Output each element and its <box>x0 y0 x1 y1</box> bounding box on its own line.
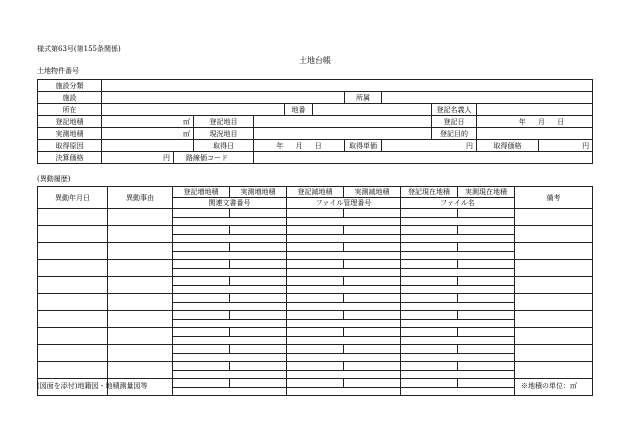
facility-label: 施設 <box>38 92 102 104</box>
survey-increase-cell[interactable] <box>230 260 287 269</box>
remarks-cell[interactable] <box>515 345 593 362</box>
reg-current-cell[interactable] <box>401 277 458 286</box>
registration-purpose-label: 登記目的 <box>432 128 477 140</box>
survey-increase-header: 実測増地積 <box>230 187 287 198</box>
history-row <box>38 345 593 354</box>
file-mgmt-no-cell[interactable] <box>287 217 401 226</box>
reg-increase-cell[interactable] <box>173 243 230 252</box>
survey-current-cell[interactable] <box>458 226 515 235</box>
change-reason-header: 異動事由 <box>108 187 173 209</box>
related-doc-no-cell[interactable] <box>173 234 287 243</box>
survey-increase-cell[interactable] <box>230 362 287 371</box>
sqm-unit: ㎡ <box>183 117 190 126</box>
survey-current-cell[interactable] <box>458 311 515 320</box>
settlement-price-field[interactable] <box>102 152 174 164</box>
survey-decrease-cell[interactable] <box>344 328 401 337</box>
file-name-cell[interactable] <box>401 234 515 243</box>
remarks-header: 備考 <box>515 187 593 209</box>
registered-owner-field[interactable] <box>477 104 593 116</box>
registered-category-label: 登記地目 <box>194 116 254 128</box>
survey-increase-cell[interactable] <box>230 379 287 388</box>
file-mgmt-no-header: ファイル管理番号 <box>287 198 401 209</box>
survey-increase-cell[interactable] <box>230 226 287 235</box>
change-history-table <box>37 186 593 396</box>
survey-current-cell[interactable] <box>458 243 515 252</box>
acquisition-cause-field[interactable] <box>102 140 194 152</box>
remarks-cell[interactable] <box>515 311 593 328</box>
route-price-code-field[interactable] <box>254 152 593 164</box>
survey-decrease-cell[interactable] <box>344 260 401 269</box>
remarks-cell[interactable] <box>515 277 593 294</box>
reg-decrease-cell[interactable] <box>287 209 344 218</box>
surveyed-area-label: 実測地積 <box>38 128 102 140</box>
reg-increase-cell[interactable] <box>173 362 230 371</box>
remarks-cell[interactable] <box>515 328 593 345</box>
route-price-code-label <box>174 152 254 164</box>
change-reason-cell[interactable] <box>108 277 173 294</box>
department-label: 所属 <box>345 92 382 104</box>
survey-current-cell[interactable] <box>458 260 515 269</box>
survey-decrease-cell[interactable] <box>344 277 401 286</box>
history-row <box>38 226 593 235</box>
history-section-label: (異動履歴) <box>37 175 71 183</box>
related-doc-no-cell[interactable] <box>173 268 287 277</box>
location-label: 所在 <box>38 104 102 116</box>
reg-decrease-cell[interactable] <box>287 362 344 371</box>
survey-current-cell[interactable] <box>458 345 515 354</box>
reg-current-cell[interactable] <box>401 379 458 388</box>
change-date-cell[interactable] <box>38 311 108 328</box>
reg-increase-header: 登記増地積 <box>173 187 230 198</box>
reg-current-header: 登記現在地積 <box>401 187 458 198</box>
reg-increase-cell[interactable] <box>173 277 230 286</box>
acquisition-unit-price-label: 取得単価 <box>345 140 382 152</box>
change-date-cell[interactable] <box>38 294 108 311</box>
registered-owner-label: 登記名義人 <box>432 104 477 116</box>
reg-current-cell[interactable] <box>401 260 458 269</box>
survey-increase-cell[interactable] <box>230 277 287 286</box>
survey-increase-cell[interactable] <box>230 328 287 337</box>
file-mgmt-no-cell[interactable] <box>287 302 401 311</box>
related-doc-no-header: 関連文書番号 <box>173 198 287 209</box>
file-name-cell[interactable] <box>401 302 515 311</box>
related-doc-no-cell[interactable] <box>173 353 287 362</box>
change-reason-cell[interactable] <box>108 226 173 243</box>
remarks-cell[interactable] <box>515 243 593 260</box>
lot-number-label: 地番 <box>285 104 313 116</box>
reg-decrease-cell[interactable] <box>287 226 344 235</box>
file-mgmt-no-cell[interactable] <box>287 251 401 260</box>
facility-class-label: 施設分類 <box>38 80 102 92</box>
registration-date-label: 登記日 <box>432 116 477 128</box>
remarks-cell[interactable] <box>515 226 593 243</box>
survey-decrease-cell[interactable] <box>344 345 401 354</box>
location-field[interactable] <box>102 104 285 116</box>
change-date-cell[interactable] <box>38 209 108 226</box>
reg-current-cell[interactable] <box>401 311 458 320</box>
registration-purpose-field[interactable] <box>477 128 593 140</box>
settlement-price-label: 決算価格 <box>38 152 102 164</box>
acquisition-date-label: 取得日 <box>194 140 254 152</box>
remarks-cell[interactable] <box>515 260 593 277</box>
sqm-unit: ㎡ <box>183 129 190 138</box>
survey-current-cell[interactable] <box>458 277 515 286</box>
file-mgmt-no-cell[interactable] <box>287 268 401 277</box>
lot-number-field[interactable] <box>313 104 432 116</box>
survey-decrease-cell[interactable] <box>344 311 401 320</box>
basic-info-table <box>37 79 593 164</box>
file-name-cell[interactable] <box>401 285 515 294</box>
change-reason-cell[interactable] <box>108 209 173 226</box>
file-mgmt-no-cell[interactable] <box>287 387 401 396</box>
change-date-cell[interactable] <box>38 277 108 294</box>
reg-decrease-cell[interactable] <box>287 277 344 286</box>
current-category-field[interactable] <box>254 128 432 140</box>
change-reason-cell[interactable] <box>108 345 173 362</box>
related-doc-no-cell[interactable] <box>173 387 287 396</box>
surveyed-area-field[interactable] <box>102 128 194 140</box>
file-name-cell[interactable] <box>401 268 515 277</box>
registered-category-field[interactable] <box>254 116 432 128</box>
reg-current-cell[interactable] <box>401 294 458 303</box>
history-row <box>38 311 593 320</box>
file-name-cell[interactable] <box>401 370 515 379</box>
change-date-cell[interactable] <box>38 260 108 277</box>
file-mgmt-no-cell[interactable] <box>287 370 401 379</box>
change-date-cell[interactable] <box>38 328 108 345</box>
related-doc-no-cell[interactable] <box>173 319 287 328</box>
reg-increase-cell[interactable] <box>173 294 230 303</box>
facility-field[interactable] <box>102 92 345 104</box>
reg-decrease-cell[interactable] <box>287 328 344 337</box>
remarks-cell[interactable] <box>515 294 593 311</box>
survey-current-cell[interactable] <box>458 294 515 303</box>
history-row <box>38 209 593 218</box>
reg-decrease-cell[interactable] <box>287 379 344 388</box>
related-doc-no-cell[interactable] <box>173 285 287 294</box>
yen-unit: 円 <box>163 153 170 162</box>
file-name-cell[interactable] <box>401 217 515 226</box>
reg-increase-cell[interactable] <box>173 328 230 337</box>
yen-unit: 円 <box>466 141 473 150</box>
department-field[interactable] <box>382 92 593 104</box>
acquisition-cause-label: 取得原因 <box>38 140 102 152</box>
reg-current-cell[interactable] <box>401 362 458 371</box>
survey-decrease-cell[interactable] <box>344 379 401 388</box>
change-date-cell[interactable] <box>38 243 108 260</box>
survey-increase-cell[interactable] <box>230 243 287 252</box>
property-number-label: 土地物件番号 <box>37 67 79 75</box>
reg-increase-cell[interactable] <box>173 209 230 218</box>
file-mgmt-no-cell[interactable] <box>287 353 401 362</box>
survey-current-cell[interactable] <box>458 379 515 388</box>
reg-increase-cell[interactable] <box>173 226 230 235</box>
remarks-cell[interactable] <box>515 362 593 379</box>
facility-class-field[interactable] <box>102 80 593 92</box>
history-row <box>38 243 593 252</box>
reg-decrease-cell[interactable] <box>287 243 344 252</box>
reg-current-cell[interactable] <box>401 345 458 354</box>
route-price-code-text: 路線価コード <box>186 153 228 162</box>
day-unit: 日 <box>557 117 565 126</box>
change-date-cell[interactable] <box>38 226 108 243</box>
month-unit: 月 <box>538 117 546 126</box>
year-unit: 年 <box>276 141 284 150</box>
survey-current-cell[interactable] <box>458 209 515 218</box>
acquisition-unit-price-field[interactable] <box>382 140 477 152</box>
change-reason-cell[interactable] <box>108 362 173 379</box>
survey-increase-cell[interactable] <box>230 209 287 218</box>
survey-current-header: 実測現在地積 <box>458 187 515 198</box>
acquisition-price-field[interactable] <box>539 140 593 152</box>
related-doc-no-cell[interactable] <box>173 217 287 226</box>
survey-increase-cell[interactable] <box>230 345 287 354</box>
survey-increase-cell[interactable] <box>230 311 287 320</box>
file-name-cell[interactable] <box>401 319 515 328</box>
reg-increase-cell[interactable] <box>173 379 230 388</box>
current-category-label: 現況地目 <box>194 128 254 140</box>
change-reason-cell[interactable] <box>108 311 173 328</box>
reg-current-cell[interactable] <box>401 243 458 252</box>
file-mgmt-no-cell[interactable] <box>287 319 401 328</box>
file-mgmt-no-cell[interactable] <box>287 234 401 243</box>
reg-current-cell[interactable] <box>401 328 458 337</box>
reg-increase-cell[interactable] <box>173 260 230 269</box>
day-unit: 日 <box>314 141 322 150</box>
change-date-header: 異動年月日 <box>38 187 108 209</box>
reg-increase-cell[interactable] <box>173 311 230 320</box>
page-title: 土地台帳 <box>299 56 331 65</box>
year-unit: 年 <box>518 117 526 126</box>
acquisition-date-field[interactable] <box>254 140 345 152</box>
remarks-cell[interactable] <box>515 209 593 226</box>
file-name-cell[interactable] <box>401 353 515 362</box>
related-doc-no-cell[interactable] <box>173 251 287 260</box>
reg-decrease-header: 登記減地積 <box>287 187 344 198</box>
attachments-note: (図面を添付)地籍図・地積測量図等 <box>37 382 148 390</box>
history-row <box>38 328 593 337</box>
registered-area-field[interactable] <box>102 116 194 128</box>
area-unit-note: ※地積の単位：㎡ <box>521 382 577 390</box>
survey-decrease-cell[interactable] <box>344 362 401 371</box>
survey-decrease-cell[interactable] <box>344 209 401 218</box>
history-row <box>38 294 593 303</box>
change-reason-cell[interactable] <box>108 260 173 277</box>
history-row <box>38 277 593 286</box>
registration-date-field[interactable] <box>477 116 593 128</box>
change-date-cell[interactable] <box>38 345 108 362</box>
file-name-cell[interactable] <box>401 387 515 396</box>
acquisition-price-label: 取得価格 <box>477 140 539 152</box>
reg-decrease-cell[interactable] <box>287 260 344 269</box>
yen-unit: 円 <box>582 141 590 150</box>
history-row <box>38 362 593 371</box>
survey-decrease-cell[interactable] <box>344 294 401 303</box>
file-name-header: ファイル名 <box>401 198 515 209</box>
reg-decrease-cell[interactable] <box>287 345 344 354</box>
related-doc-no-cell[interactable] <box>173 336 287 345</box>
related-doc-no-cell[interactable] <box>173 370 287 379</box>
change-reason-cell[interactable] <box>108 243 173 260</box>
file-mgmt-no-cell[interactable] <box>287 336 401 345</box>
file-name-cell[interactable] <box>401 251 515 260</box>
reg-decrease-cell[interactable] <box>287 294 344 303</box>
registered-area-label: 登記地積 <box>38 116 102 128</box>
change-reason-cell[interactable] <box>108 294 173 311</box>
change-date-cell[interactable] <box>38 362 108 379</box>
file-mgmt-no-cell[interactable] <box>287 285 401 294</box>
survey-decrease-cell[interactable] <box>344 226 401 235</box>
survey-current-cell[interactable] <box>458 328 515 337</box>
reg-decrease-cell[interactable] <box>287 311 344 320</box>
reg-current-cell[interactable] <box>401 226 458 235</box>
month-unit: 月 <box>295 141 303 150</box>
reg-increase-cell[interactable] <box>173 345 230 354</box>
related-doc-no-cell[interactable] <box>173 302 287 311</box>
reg-current-cell[interactable] <box>401 209 458 218</box>
survey-current-cell[interactable] <box>458 362 515 371</box>
survey-decrease-header: 実測減地積 <box>344 187 401 198</box>
file-name-cell[interactable] <box>401 336 515 345</box>
form-reference: 様式第63号(第155条関係) <box>37 45 121 53</box>
survey-increase-cell[interactable] <box>230 294 287 303</box>
change-reason-cell[interactable] <box>108 328 173 345</box>
history-row <box>38 260 593 269</box>
survey-decrease-cell[interactable] <box>344 243 401 252</box>
